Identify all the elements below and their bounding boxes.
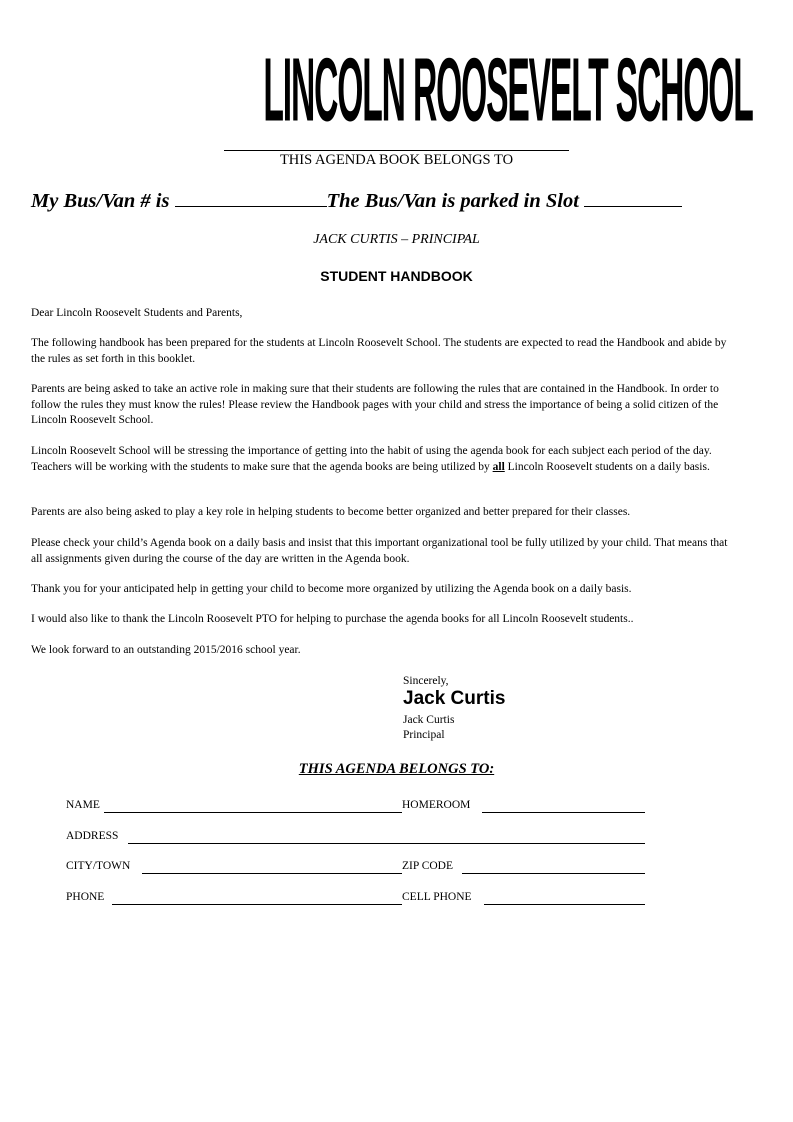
form-row-name: [66, 799, 646, 815]
p3-text-before: Lincoln Roosevelt School will be stressing the importance of getting into the habit of using the agenda book for each subject each period of the day. Teachers will be working with the students to make sure that the agenda books are being utilized by: [31, 445, 712, 473]
signature-closing: Sincerely,: [403, 675, 449, 687]
letter-paragraph-6: Thank you for your anticipated help in getting your child to become more organized by utilizing the Agenda book on a daily basis.: [31, 583, 632, 595]
bus-number-label: My Bus/Van # is: [31, 190, 170, 212]
phone-field[interactable]: [112, 904, 402, 905]
signature-title: Principal: [403, 729, 445, 741]
city-label: CITY/TOWN: [66, 860, 131, 872]
name-label: NAME: [66, 799, 100, 811]
agenda-owner-heading: THIS AGENDA BOOK BELONGS TO: [279, 152, 514, 168]
form-heading: THIS AGENDA BELONGS TO:: [298, 761, 495, 777]
parking-slot-blank: [584, 187, 682, 207]
letter-paragraph-3: [31, 444, 741, 475]
letter-paragraph-2: Parents are being asked to take an active role in making sure that their students are following the rules that are contained in the Handbook. In order to follow the rules they must know the rules! Please review the Handbook pages with your child and stress the importance of being a solid citizen of the Lincoln Roosevelt School.: [31, 383, 719, 426]
bus-number-blank: [175, 187, 327, 207]
handbook-title: STUDENT HANDBOOK: [320, 268, 473, 284]
address-label: ADDRESS: [66, 830, 119, 842]
letter-paragraph-4: Parents are also being asked to play a key role in helping students to become better organized and better prepared for their classes.: [31, 506, 631, 518]
form-row-phone: [66, 891, 646, 907]
p3-text-after: Lincoln Roosevelt students on a daily basis.: [504, 460, 710, 473]
p3-emphasis: all: [492, 460, 505, 473]
letter-paragraph-8: We look forward to an outstanding 2015/2016 school year.: [31, 644, 301, 656]
homeroom-label: HOMEROOM: [402, 799, 471, 811]
address-field[interactable]: [128, 843, 645, 844]
cell-phone-label: CELL PHONE: [402, 891, 472, 903]
form-row-address: [66, 830, 646, 846]
signature-handwritten: Jack Curtis: [403, 688, 506, 709]
letter-salutation: Dear Lincoln Roosevelt Students and Parents,: [31, 307, 243, 319]
bus-van-line: [31, 187, 682, 213]
parking-slot-label: The Bus/Van is parked in Slot: [326, 190, 579, 212]
cell-phone-field[interactable]: [484, 904, 645, 905]
letter-paragraph-5: Please check your child’s Agenda book on a daily basis and insist that this important organizational tool be fully utilized by your child. That means that all assignments given during the course of the day are written in the Agenda book.: [31, 537, 728, 565]
letter-paragraph-7: I would also like to thank the Lincoln Roosevelt PTO for helping to purchase the agenda books for all Lincoln Roosevelt students..: [31, 613, 634, 625]
city-field[interactable]: [142, 873, 402, 874]
form-row-city: [66, 860, 646, 876]
phone-label: PHONE: [66, 891, 105, 903]
homeroom-field[interactable]: [482, 812, 645, 813]
zip-field[interactable]: [462, 873, 645, 874]
principal-line: JACK CURTIS – PRINCIPAL: [313, 232, 480, 247]
school-title: LINCOLN ROOSEVELT SCHOOL: [263, 39, 753, 141]
title-underline: [224, 150, 569, 151]
zip-label: ZIP CODE: [402, 860, 454, 872]
letter-paragraph-1: The following handbook has been prepared for the students at Lincoln Roosevelt School. The students are expected to read the Handbook and abide by the rules as set forth in this booklet.: [31, 337, 727, 365]
signature-printed-name: Jack Curtis: [403, 714, 455, 726]
name-field[interactable]: [104, 812, 402, 813]
